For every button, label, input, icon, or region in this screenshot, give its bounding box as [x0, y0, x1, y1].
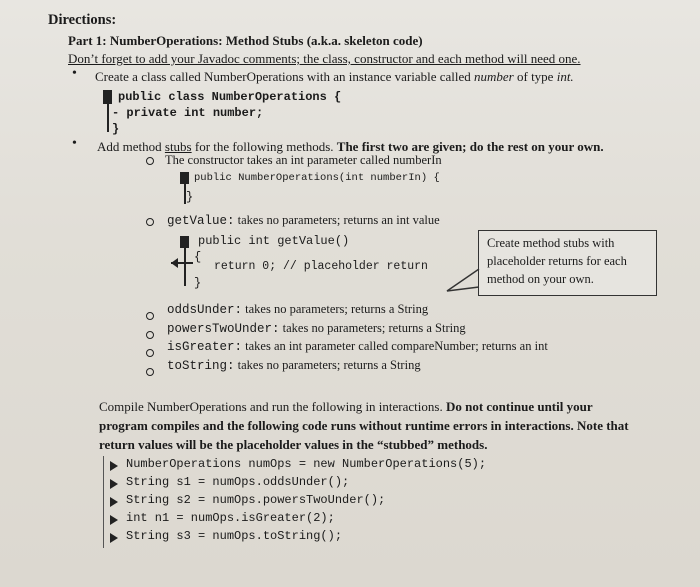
method-item: [167, 358, 421, 373]
play-arrow-icon: [110, 533, 118, 543]
interaction-line: int n1 = numOps.isGreater(2);: [126, 511, 335, 525]
bullet2-post: for the following methods.: [194, 139, 334, 154]
getvalue-code1: public int getValue(): [198, 234, 350, 248]
method-name: isGreater:: [167, 340, 243, 354]
class-code-line1: public class NumberOperations {: [118, 90, 342, 104]
circle-bullet-icon: [146, 218, 154, 226]
bullet-dot: •: [72, 66, 77, 81]
constructor-code2: }: [186, 190, 194, 204]
callout-pointer: [445, 265, 485, 295]
code-marker-icon: [180, 236, 189, 248]
part1-label: Part 1:: [68, 33, 107, 48]
compile-normal: Compile NumberOperations and run the following in interactions.: [99, 399, 443, 414]
code-marker-icon: [103, 90, 112, 104]
code-marker-icon: [180, 172, 189, 184]
part1-name: NumberOperations: Method Stubs (a.k.a. skeleton code): [109, 33, 423, 48]
method-name: oddsUnder:: [167, 303, 243, 317]
constructor-desc: The constructor takes an int parameter called numberIn: [165, 153, 442, 167]
getvalue-code3: return 0; // placeholder return: [214, 260, 428, 273]
getvalue-name: getValue:: [167, 214, 235, 228]
compile-bold: Do not continue until your program compiles and the following code runs without runtime errors in interactions. Note that return values will be the placeholder values in the “stubbed” methods.: [99, 399, 629, 452]
code-bracket: [184, 248, 186, 286]
circle-bullet-icon: [146, 368, 154, 376]
callout-box: [478, 230, 657, 296]
directions-heading: Directions:: [48, 12, 117, 28]
bullet1-pre: Create a class called NumberOperations with an instance variable called: [95, 69, 471, 84]
javadoc-reminder: Don’t forget to add your Javadoc comments; the class, constructor and each method will need one.: [68, 51, 581, 66]
getvalue-code4: }: [194, 276, 202, 290]
bullet1-text: [95, 69, 574, 85]
method-name: toString:: [167, 359, 235, 373]
compile-instructions: [99, 397, 644, 454]
bullet1-type: int.: [556, 69, 574, 84]
interaction-line: NumberOperations numOps = new NumberOperations(5);: [126, 457, 487, 471]
class-code-line2: - private int number;: [112, 106, 264, 120]
arrow-left-icon: [171, 258, 178, 268]
method-desc: takes no parameters; returns a String: [245, 302, 429, 316]
interaction-line: String s3 = numOps.toString();: [126, 529, 343, 543]
callout-text: Create method stubs with placeholder returns for each method on your own.: [487, 236, 627, 286]
play-arrow-icon: [110, 479, 118, 489]
method-desc: takes no parameters; returns a String: [282, 321, 466, 335]
circle-bullet-icon: [146, 157, 154, 165]
method-name: powersTwoUnder:: [167, 322, 280, 336]
bullet1-var: number: [474, 69, 514, 84]
interaction-line: String s1 = numOps.oddsUnder();: [126, 475, 350, 489]
method-item: [167, 339, 548, 354]
play-arrow-icon: [110, 497, 118, 507]
play-arrow-icon: [110, 515, 118, 525]
part1-title: [68, 33, 423, 49]
bullet-dot: •: [72, 136, 77, 151]
constructor-code1: public NumberOperations(int numberIn) {: [194, 172, 440, 184]
class-code-line3: }: [112, 122, 120, 136]
code-bracket: [107, 104, 109, 132]
bullet2-pre: Add method: [97, 139, 162, 154]
circle-bullet-icon: [146, 349, 154, 357]
getvalue-item: [167, 213, 440, 228]
bullet1-post: of type: [516, 69, 554, 84]
getvalue-desc: takes no parameters; returns an int value: [237, 213, 440, 227]
play-arrow-icon: [110, 461, 118, 471]
method-desc: takes no parameters; returns a String: [237, 358, 421, 372]
class-code-field: private int number;: [126, 106, 264, 120]
method-item: [167, 321, 466, 336]
bullet2-bold: The first two are given; do the rest on your own.: [336, 139, 604, 154]
getvalue-code2: {: [194, 250, 202, 264]
interaction-line: String s2 = numOps.powersTwoUnder();: [126, 493, 386, 507]
method-desc: takes an int parameter called compareNumber; returns an int: [245, 339, 548, 353]
circle-bullet-icon: [146, 331, 154, 339]
method-item: [167, 302, 428, 317]
circle-bullet-icon: [146, 312, 154, 320]
bullet2-stubs: stubs: [164, 139, 192, 154]
